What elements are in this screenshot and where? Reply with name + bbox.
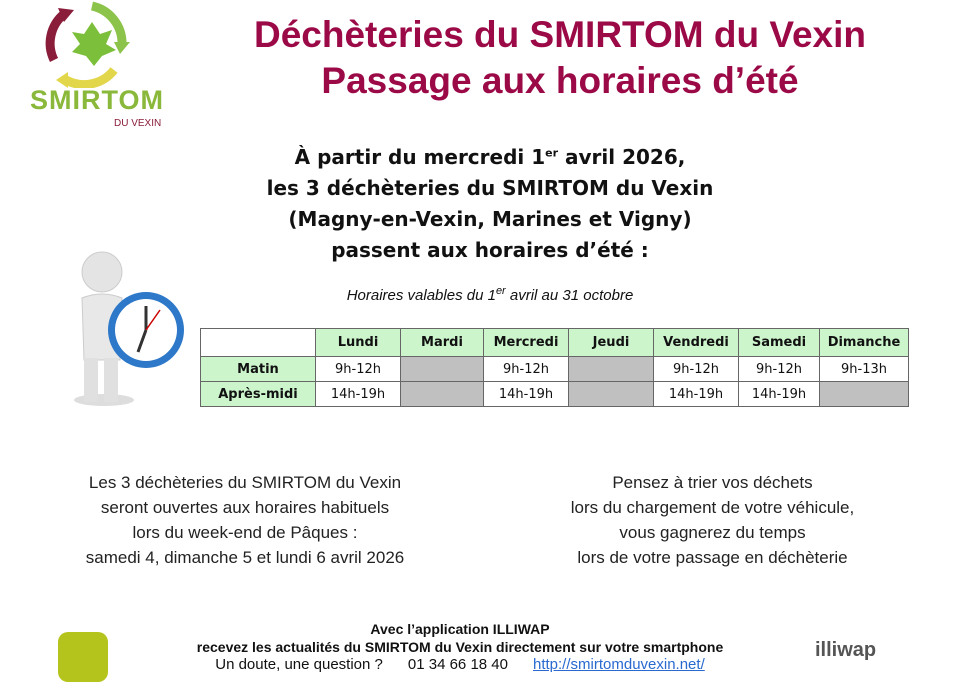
- day-header: Mardi: [401, 329, 484, 357]
- title-line1: Déchèteries du SMIRTOM du Vexin: [253, 14, 867, 55]
- day-header: Lundi: [316, 329, 401, 357]
- table-row: Après-midi 14h-19h 14h-19h 14h-19h 14h-19h: [201, 382, 909, 407]
- day-header: Dimanche: [820, 329, 909, 357]
- validity-text: Horaires valables du 1er avril au 31 octobre: [346, 285, 634, 304]
- day-header: Mercredi: [484, 329, 569, 357]
- recycle-leaf-icon: [14, 0, 174, 88]
- table-row: Matin 9h-12h 9h-12h 9h-12h 9h-12h 9h-13h: [201, 357, 909, 382]
- smirtom-logo: [14, 0, 174, 136]
- day-header: Vendredi: [654, 329, 739, 357]
- title-line2: Passage aux horaires d’été: [321, 60, 799, 101]
- sorting-tip: Pensez à trier vos déchets lors du chargement de votre véhicule, vous gagnerez du temps lors de votre passage en déchèterie: [570, 473, 855, 567]
- intro-text: À partir du mercredi 1er avril 2026, les 3 déchèteries du SMIRTOM du Vexin (Magny-en-Vexin, Marines et Vigny) passent aux horaires d’été :: [266, 145, 714, 262]
- man-with-clock-illustration: [64, 250, 188, 410]
- illiwap-logo: illiwap: [815, 639, 877, 661]
- logo-subtext: DU VEXIN: [114, 118, 162, 129]
- day-header: Jeudi: [569, 329, 654, 357]
- footer: Avec l’application ILLIWAP recevez les actualités du SMIRTOM du Vexin directement sur votre smartphone Un doute, une question ? 01 34 66 18 40 http://smirtomduvexin.net/: [196, 621, 724, 673]
- website-link[interactable]: http://smirtomduvexin.net/: [533, 656, 705, 673]
- hours-table: [200, 328, 909, 407]
- day-header: Samedi: [739, 329, 820, 357]
- easter-notice: Les 3 déchèteries du SMIRTOM du Vexin seront ouvertes aux horaires habituels lors du week-end de Pâques : samedi 4, dimanche 5 et lundi 6 avril 2026: [85, 473, 405, 567]
- logo-text: SMIRTOM: [30, 85, 164, 115]
